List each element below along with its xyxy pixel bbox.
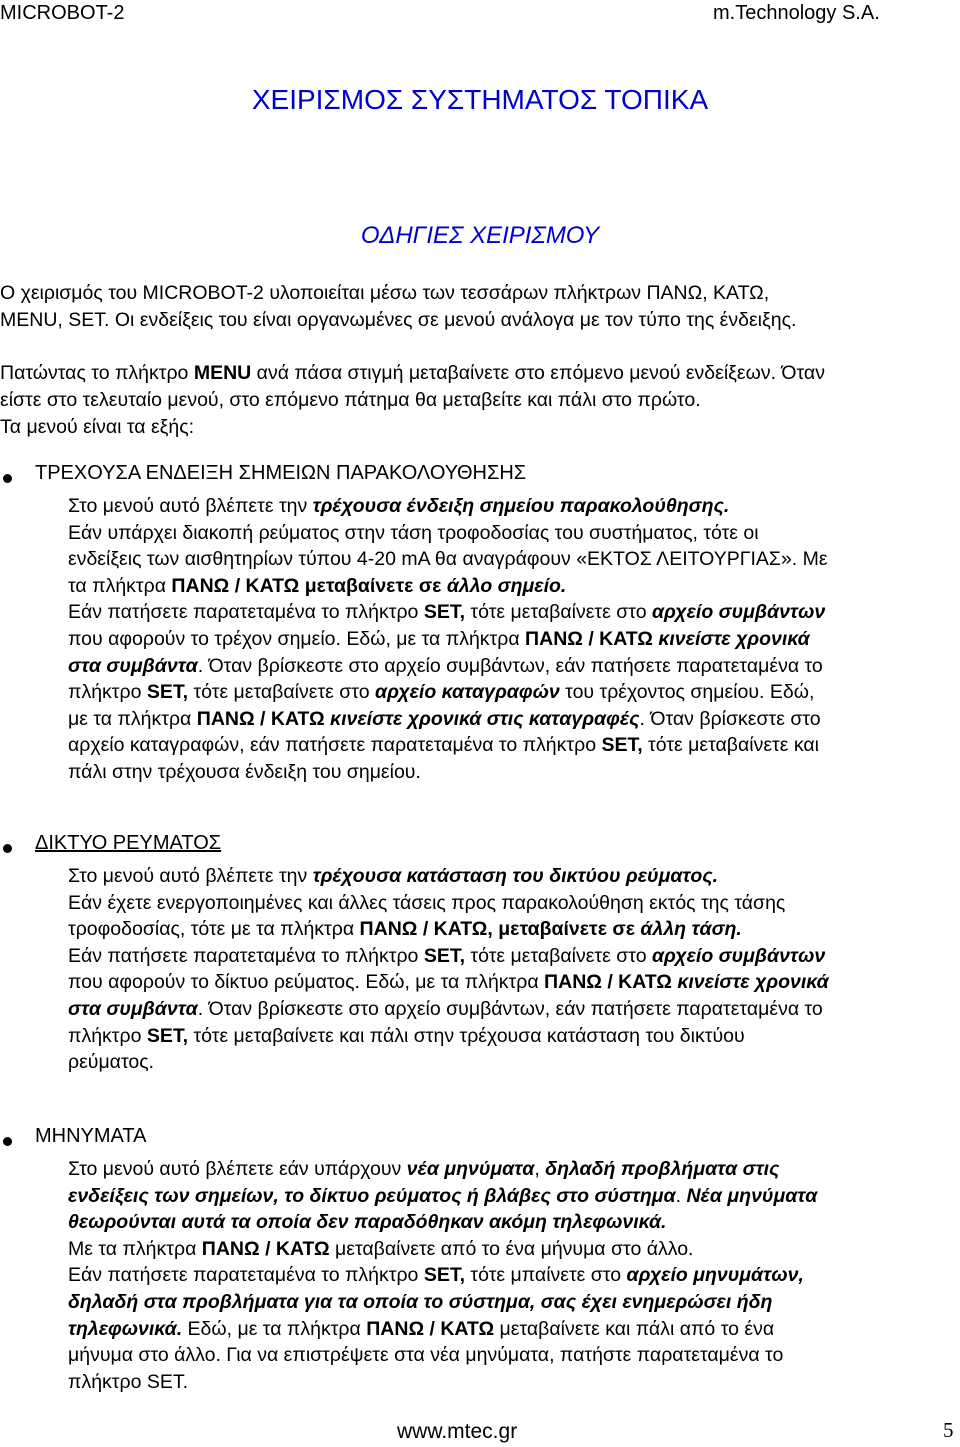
intro-line: Τα μενού είναι τα εξής: bbox=[0, 416, 195, 438]
section-title: ΜΗΝΥΜΑΤΑ bbox=[35, 1125, 147, 1147]
intro-line: είστε στο τελευταίο μενού, στο επόμενο πάτημα θα μεταβείτε και πάλι στο πρώτο. bbox=[0, 389, 701, 411]
intro-line: Ο χειρισμός του MICROBOT-2 υλοποιείται μέσω των τεσσάρων πλήκτρων ΠΑΝΩ, ΚΑΤΩ, bbox=[0, 282, 770, 304]
intro-line: Πατώντας το πλήκτρο MENU ανά πάσα στιγμή μεταβαίνετε στο επόμενο μενού ενδείξεων. Όταν bbox=[0, 362, 825, 384]
section-title: ΔΙΚΤΥΟ ΡΕΥΜΑΤΟΣ bbox=[35, 832, 222, 854]
menu-key-label: MENU bbox=[193, 362, 252, 384]
footer-url: www.mtec.gr bbox=[397, 1420, 518, 1443]
intro-line: MENU, SET. Οι ενδείξεις του είναι οργανωμένες σε μενού ανάλογα με τον τύπο της ένδειξης. bbox=[0, 309, 797, 331]
bullet-icon bbox=[3, 1137, 12, 1146]
section-body: Στο μενού αυτό βλέπετε εάν υπάρχουν νέα μηνύματα, δηλαδή προβλήματα στις ενδείξεις των σημείων, το δίκτυο ρεύματος ή βλάβες στο σύστημα. Νέα μηνύματα θεωρούνται αυτά τα οποία δεν παραδόθηκαν ακόμη τηλεφωνικά. Με τα πλήκτρα ΠΑΝΩ / ΚΑΤΩ μεταβαίνετε από το ένα μήνυμα στο άλλο. Εάν πατήσετε παρατεταμένα το πλήκτρο SET, τότε μπαίνετε στο αρχείο μηνυμάτων, δηλαδή στα προβλήματα για τα οποία το σύστημα, σας έχει ενημερώσει ήδη τηλεφωνικά. Εδώ, με τα πλήκτρα ΠΑΝΩ / ΚΑΤΩ μεταβαίνετε και πάλι από το ένα μήνυμα στο άλλο. Για να επιστρέψετε στα νέα μηνύματα, πατήστε παρατεταμένα το πλήκτρο SET. bbox=[68, 1158, 818, 1393]
header-product-name: MICROBOT-2 bbox=[0, 2, 125, 24]
section-title: ΤΡΕΧΟΥΣΑ ΕΝΔΕΙΞΗ ΣΗΜΕΙΩΝ ΠΑΡΑΚΟΛΟΥΘΗΣΗΣ bbox=[35, 462, 527, 484]
bullet-icon bbox=[3, 844, 12, 853]
intro-paragraph-2 bbox=[0, 360, 960, 441]
header-company-name: m.Technology S.A. bbox=[713, 2, 880, 24]
intro-paragraph-1 bbox=[0, 280, 960, 334]
bullet-icon bbox=[3, 474, 12, 483]
section-body: Στο μενού αυτό βλέπετε την τρέχουσα ένδειξη σημείου παρακολούθησης. Εάν υπάρχει διακοπή ρεύματος στην τάση τροφοδοσίας του συστήματος, τότε οι ενδείξεις των αισθητηρίων τύπου 4-20 mA θα αναγράφουν «ΕΚΤΟΣ ΛΕΙΤΟΥΡΓΙΑΣ». Με τα πλήκτρα ΠΑΝΩ / ΚΑΤΩ μεταβαίνετε σε άλλο σημείο. Εάν πατήσετε παρατεταμένα το πλήκτρο SET, τότε μεταβαίνετε στο αρχείο συμβάντων που αφορούν το τρέχον σημείο. Εδώ, με τα πλήκτρα ΠΑΝΩ / ΚΑΤΩ κινείστε χρονικά στα συμβάντα. Όταν βρίσκεστε στο αρχείο συμβάντων, εάν πατήσετε παρατεταμένα το πλήκτρο SET, τότε μεταβαίνετε στο αρχείο καταγραφών του τρέχοντος σημείου. Εδώ, με τα πλήκτρα ΠΑΝΩ / ΚΑΤΩ κινείστε χρονικά στις καταγραφές. Όταν βρίσκεστε στο αρχείο καταγραφών, εάν πατήσετε παρατεταμένα το πλήκτρο SET, τότε μεταβαίνετε και πάλι στην τρέχουσα ένδειξη του σημείου. bbox=[68, 495, 828, 783]
page-subtitle: ΟΔΗΓΙΕΣ ΧΕΙΡΙΣΜΟΥ bbox=[360, 222, 600, 249]
page-number: 5 bbox=[943, 1418, 954, 1442]
section-body: Στο μενού αυτό βλέπετε την τρέχουσα κατάσταση του δικτύου ρεύματος. Εάν έχετε ενεργοποιημένες και άλλες τάσεις προς παρακολούθηση εκτός της τάσης τροφοδοσίας, τότε με τα πλήκτρα ΠΑΝΩ / ΚΑΤΩ, μεταβαίνετε σε άλλη τάση. Εάν πατήσετε παρατεταμένα το πλήκτρο SET, τότε μεταβαίνετε στο αρχείο συμβάντων που αφορούν το δίκτυο ρεύματος. Εδώ, με τα πλήκτρα ΠΑΝΩ / ΚΑΤΩ κινείστε χρονικά στα συμβάντα. Όταν βρίσκεστε στο αρχείο συμβάντων, εάν πατήσετε παρατεταμένα το πλήκτρο SET, τότε μεταβαίνετε και πάλι στην τρέχουσα κατάσταση του δικτύου ρεύματος. bbox=[68, 865, 829, 1074]
page-title: ΧΕΙΡΙΣΜΟΣ ΣΥΣΤΗΜΑΤΟΣ ΤΟΠΙΚΑ bbox=[251, 84, 709, 115]
